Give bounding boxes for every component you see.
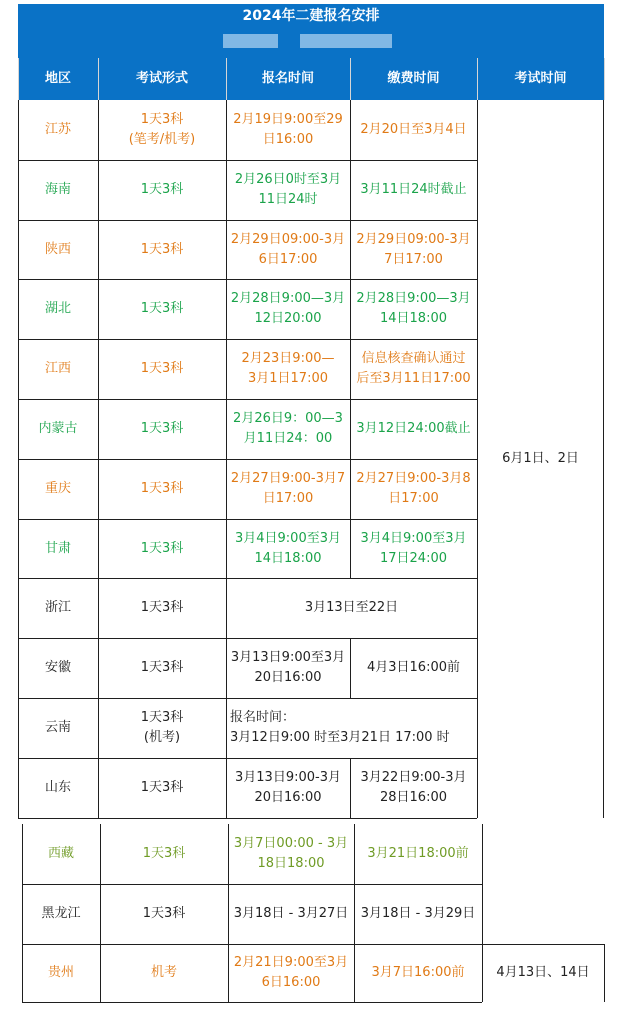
- column-divider: [226, 100, 227, 160]
- format-cell-text: 1天3科 (笔考/机考): [128, 112, 196, 147]
- format-cell-text: 1天3科: [140, 421, 184, 436]
- header-exam-format: 考试形式: [98, 58, 226, 100]
- registration-time-cell: [226, 279, 350, 339]
- payment-time-cell-text: 3月18日 - 3月29日: [360, 906, 476, 921]
- column-divider: [226, 459, 227, 519]
- exam-time-cell: [482, 944, 604, 1002]
- format-cell: [98, 698, 226, 758]
- registration-time-cell-text: 2月23日9:00— 3月1日17:00: [241, 351, 335, 386]
- table-border: [18, 100, 19, 818]
- format-cell: [98, 459, 226, 519]
- payment-time-cell: [354, 824, 482, 884]
- format-cell-text: 1天3科 (机考): [140, 710, 184, 745]
- region-cell-text: 陕西: [44, 241, 71, 257]
- payment-time-cell-text: 3月21日18:00前: [367, 846, 469, 861]
- payment-time-cell-text: 2月20日至3月4日: [360, 122, 467, 137]
- registration-time-cell: [226, 459, 350, 519]
- format-cell: [98, 339, 226, 399]
- header-divider: [226, 58, 227, 100]
- format-cell: [98, 160, 226, 220]
- merged-time-cell: [226, 578, 477, 638]
- header-divider: [350, 58, 351, 100]
- region-cell: [18, 399, 98, 459]
- column-divider: [228, 944, 229, 1002]
- column-divider: [226, 220, 227, 279]
- payment-time-cell: [350, 758, 477, 818]
- region-cell-text: 甘肃: [44, 540, 71, 556]
- registration-time-cell-text: 3月18日 - 3月27日: [233, 906, 349, 921]
- header-divider: [18, 58, 19, 100]
- column-divider: [482, 824, 483, 1002]
- region-cell-text: 重庆: [44, 481, 71, 496]
- column-divider: [98, 100, 99, 160]
- registration-time-cell: [226, 160, 350, 220]
- column-divider: [350, 279, 351, 339]
- header-exam-time: 考试时间: [477, 58, 604, 100]
- region-cell-text: 黑龙江: [41, 906, 81, 921]
- column-divider: [354, 824, 355, 884]
- column-divider: [350, 638, 351, 698]
- registration-time-cell-text: 3月13日9:00-3月 20日16:00: [235, 770, 341, 805]
- column-divider: [350, 100, 351, 160]
- format-cell: [98, 100, 226, 160]
- column-divider: [100, 824, 101, 884]
- registration-time-cell-text: 3月4日9:00至3月 14日18:00: [234, 530, 341, 566]
- payment-time-cell-text: 3月22日9:00-3月 28日16:00: [360, 770, 467, 805]
- payment-time-cell: [350, 339, 477, 399]
- registration-time-cell: [226, 220, 350, 279]
- region-cell: [18, 698, 98, 758]
- payment-time-cell: [350, 399, 477, 459]
- column-divider: [98, 279, 99, 339]
- registration-time-cell-text: 2月21日9:00至3月 6日16:00: [233, 955, 349, 990]
- column-divider: [98, 519, 99, 578]
- merged-time-cell-text: 3月13日至22日: [304, 600, 399, 615]
- format-cell: [98, 578, 226, 638]
- payment-time-cell: [354, 944, 482, 1002]
- column-divider: [350, 399, 351, 459]
- column-divider: [98, 399, 99, 459]
- header-divider: [98, 58, 99, 100]
- region-cell-text: 海南: [44, 182, 71, 197]
- row-divider: [22, 1002, 482, 1003]
- payment-time-cell: [350, 638, 477, 698]
- format-cell: [100, 884, 228, 944]
- region-cell: [18, 758, 98, 818]
- registration-time-cell-text: 2月26日9：00—3 月11日24：00: [233, 411, 343, 446]
- column-divider: [98, 758, 99, 818]
- title-subtitle-area: [18, 28, 604, 58]
- column-divider: [98, 638, 99, 698]
- region-cell: [18, 578, 98, 638]
- column-divider: [98, 339, 99, 399]
- table-border: [604, 944, 605, 1002]
- region-cell: [22, 824, 100, 884]
- payment-time-cell: [350, 220, 477, 279]
- format-cell-text: 1天3科: [140, 301, 184, 316]
- column-divider: [98, 220, 99, 279]
- region-cell: [18, 519, 98, 578]
- registration-time-cell-text: 2月19日9:00至29 日16:00: [233, 112, 343, 147]
- region-cell: [18, 160, 98, 220]
- column-divider: [226, 638, 227, 698]
- format-cell-text: 1天3科: [140, 361, 184, 376]
- column-divider: [98, 578, 99, 638]
- registration-time-cell: [226, 100, 350, 160]
- column-divider: [226, 160, 227, 220]
- payment-time-cell: [350, 160, 477, 220]
- payment-time-cell: [350, 459, 477, 519]
- region-cell-text: 安徽: [44, 660, 71, 675]
- format-cell: [100, 944, 228, 1002]
- format-cell: [98, 758, 226, 818]
- column-divider: [350, 758, 351, 818]
- format-cell-text: 1天3科: [140, 182, 184, 197]
- registration-time-cell-text: 2月28日9:00—3月 12日20:00: [230, 291, 346, 326]
- column-divider: [228, 884, 229, 944]
- header-payment-time: 缴费时间: [350, 58, 477, 100]
- region-cell-text: 内蒙古: [38, 421, 78, 436]
- column-divider: [226, 758, 227, 818]
- payment-time-cell: [350, 279, 477, 339]
- column-divider: [100, 884, 101, 944]
- merged-time-cell-text: 报名时间： 3月12日9:00 时至3月21日 17:00 时: [230, 710, 450, 745]
- format-cell-text: 1天3科: [140, 660, 184, 675]
- payment-time-cell-text: 3月11日24时截止: [360, 182, 467, 197]
- payment-time-cell-text: 3月4日9:00至3月 17日24:00: [360, 530, 467, 566]
- column-divider: [98, 160, 99, 220]
- format-cell-text: 1天3科: [142, 846, 186, 861]
- registration-time-cell-text: 3月7日00:00 - 3月 18日18:00: [233, 836, 349, 871]
- registration-time-cell-text: 2月27日9:00-3月7 日17:00: [230, 471, 346, 506]
- registration-time-cell: [226, 399, 350, 459]
- format-cell: [98, 638, 226, 698]
- region-cell-text: 浙江: [44, 600, 71, 615]
- region-cell: [18, 339, 98, 399]
- row-divider: [482, 944, 604, 945]
- registration-time-cell: [226, 519, 350, 578]
- merged-time-cell: [226, 698, 477, 758]
- payment-time-cell-text: 2月28日9:00—3月 14日18:00: [356, 291, 471, 326]
- column-divider: [98, 698, 99, 758]
- payment-time-cell-text: 4月3日16:00前: [366, 660, 460, 675]
- header-region: 地区: [18, 58, 98, 100]
- column-divider: [226, 578, 227, 638]
- registration-time-cell-text: 3月13日9:00至3月 20日16:00: [230, 650, 346, 685]
- exam-time-main: 6月1日、2日: [502, 451, 579, 466]
- header-divider: [604, 58, 605, 100]
- region-cell: [18, 638, 98, 698]
- redacted-blur: [300, 34, 392, 48]
- region-cell-text: 江苏: [44, 122, 71, 137]
- format-cell-text: 1天3科: [140, 481, 184, 496]
- registration-time-cell: [228, 824, 354, 884]
- format-cell-text: 1天3科: [140, 780, 184, 795]
- column-divider: [350, 459, 351, 519]
- format-cell-text: 1天3科: [140, 241, 184, 257]
- registration-time-cell: [226, 758, 350, 818]
- column-divider: [350, 220, 351, 279]
- registration-time-cell: [228, 884, 354, 944]
- header-divider: [477, 58, 478, 100]
- region-cell-text: 云南: [44, 720, 71, 735]
- exam-time-cell-text: 4月13日、14日: [496, 965, 590, 980]
- header-registration-time: 报名时间: [226, 58, 350, 100]
- column-divider: [350, 339, 351, 399]
- region-cell-text: 贵州: [47, 965, 74, 980]
- payment-time-cell-text: 2月27日9:00-3月8 日17:00: [356, 471, 471, 506]
- column-divider: [350, 519, 351, 578]
- row-divider: [18, 818, 477, 819]
- column-divider: [100, 944, 101, 1002]
- column-divider: [354, 884, 355, 944]
- payment-time-cell-text: 2月29日09:00-3月 7日17:00: [356, 231, 471, 267]
- format-cell-text: 机考: [150, 965, 177, 980]
- payment-time-cell: [350, 519, 477, 578]
- format-cell: [98, 279, 226, 339]
- column-divider: [354, 944, 355, 1002]
- payment-time-cell: [354, 884, 482, 944]
- column-divider: [226, 698, 227, 758]
- region-cell: [18, 100, 98, 160]
- format-cell-text: 1天3科: [140, 600, 184, 615]
- registration-time-cell: [226, 638, 350, 698]
- column-divider: [98, 459, 99, 519]
- table-border: [22, 824, 23, 1002]
- registration-time-cell: [228, 944, 354, 1002]
- table-title: 2024年二建报名安排: [18, 4, 604, 28]
- region-cell: [22, 884, 100, 944]
- redacted-blur: [223, 34, 278, 48]
- registration-time-cell-text: 2月29日09:00-3月 6日17:00: [230, 231, 346, 267]
- region-cell: [18, 459, 98, 519]
- region-cell: [22, 944, 100, 1002]
- registration-time-cell-text: 2月26日0时至3月 11日24时: [234, 172, 342, 207]
- region-cell-text: 江西: [44, 361, 71, 376]
- format-cell: [100, 824, 228, 884]
- payment-time-cell: [350, 100, 477, 160]
- registration-time-cell: [226, 339, 350, 399]
- format-cell-text: 1天3科: [140, 540, 184, 556]
- column-divider: [226, 399, 227, 459]
- region-cell-text: 山东: [44, 780, 71, 795]
- format-cell: [98, 399, 226, 459]
- payment-time-cell-text: 3月7日16:00前: [371, 965, 465, 980]
- format-cell: [98, 519, 226, 578]
- column-divider: [350, 160, 351, 220]
- column-divider: [226, 339, 227, 399]
- column-divider: [226, 519, 227, 578]
- region-cell-text: 西藏: [47, 846, 74, 861]
- payment-time-cell-text: 3月12日24:00截止: [356, 421, 471, 436]
- format-cell: [98, 220, 226, 279]
- payment-time-cell-text: 信息核查确认通过 后至3月11日17:00: [356, 351, 471, 386]
- region-cell-text: 湖北: [44, 301, 71, 316]
- region-cell: [18, 220, 98, 279]
- column-divider: [228, 824, 229, 884]
- region-cell: [18, 279, 98, 339]
- column-divider: [226, 279, 227, 339]
- format-cell-text: 1天3科: [142, 906, 186, 921]
